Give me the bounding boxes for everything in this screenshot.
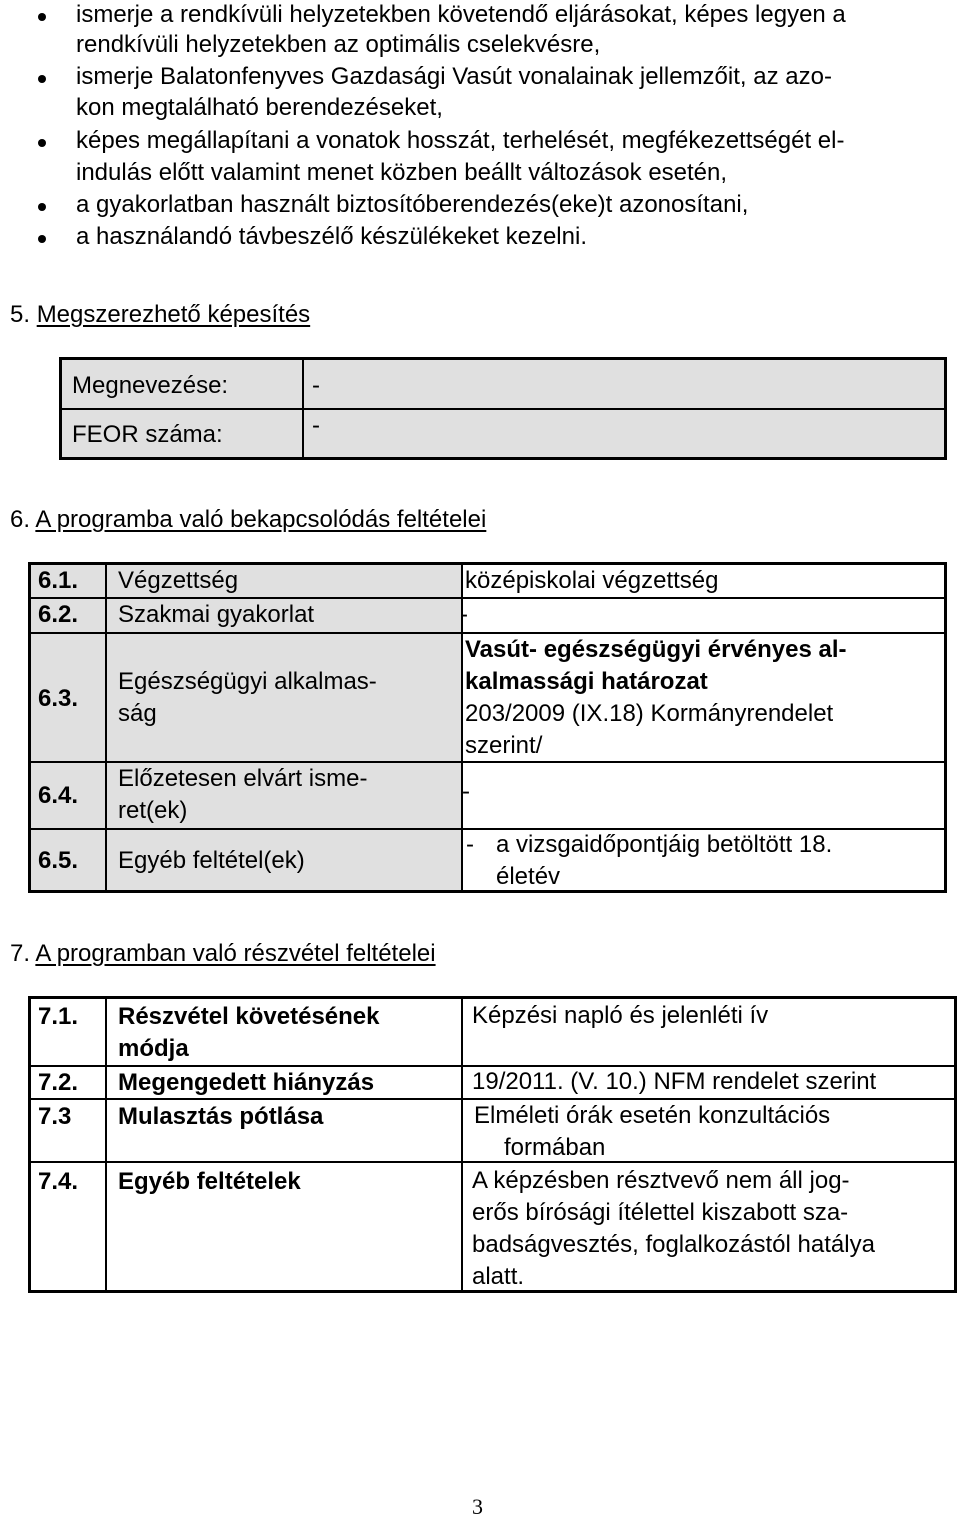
column-divider xyxy=(105,565,107,890)
row-value: A képzésben résztvevő nem áll jog- xyxy=(472,1167,850,1194)
row-number: 7.3 xyxy=(38,1103,72,1130)
row-label: ság xyxy=(118,700,157,727)
bullet-icon xyxy=(38,13,46,21)
row-value: badságvesztés, foglalkozástól hatálya xyxy=(472,1231,875,1258)
row-label: Végzettség xyxy=(118,567,239,594)
row-value: Vasút- egészségügyi érvényes al- xyxy=(465,636,847,663)
row-label: Mulasztás pótlása xyxy=(118,1103,324,1130)
bullet-line: a gyakorlatban használt biztosítóberendezés(eke)t azonosítani, xyxy=(76,191,749,218)
row-value: középiskolai végzettség xyxy=(465,567,719,594)
bullet-line: képes megállapítani a vonatok hosszát, terhelését, megfékezettségét el- xyxy=(76,127,845,154)
row-number: 6.4. xyxy=(38,782,79,809)
row-value: kalmassági határozat xyxy=(465,668,708,695)
row-number: 7.4. xyxy=(38,1168,79,1195)
bullet-line: indulás előtt valamint menet közben beállt változások esetén, xyxy=(76,159,728,186)
bullet-line: ismerje Balatonfenyves Gazdasági Vasút vonalainak jellemzőit, az azo- xyxy=(76,63,832,90)
row-value: - xyxy=(462,778,470,805)
row-label: módja xyxy=(118,1035,189,1062)
section-5-heading xyxy=(10,300,310,330)
bullet-line: kon megtalálható berendezéseket, xyxy=(76,94,443,121)
row-label: Részvétel követésének xyxy=(118,1003,380,1030)
row-value: - xyxy=(460,601,468,628)
column-divider xyxy=(461,999,463,1290)
bullet-line: rendkívüli helyzetekben az optimális cselekvésre, xyxy=(76,31,601,58)
row-label: Egyéb feltételek xyxy=(118,1168,301,1195)
section-number: 7. xyxy=(10,940,31,967)
feor-number-label: FEOR száma: xyxy=(72,421,223,448)
bullet-icon xyxy=(38,75,46,83)
row-value-dash: - xyxy=(466,831,474,858)
row-label: Előzetesen elvárt isme- xyxy=(118,765,368,792)
row-label: Egészségügyi alkalmas- xyxy=(118,668,377,695)
row-value: alatt. xyxy=(472,1263,525,1290)
row-value: a vizsgaidőpontjáig betöltött 18. xyxy=(496,831,833,858)
bullet-icon xyxy=(38,235,46,243)
row-number: 6.3. xyxy=(38,685,79,712)
row-value: 19/2011. (V. 10.) NFM rendelet szerint xyxy=(472,1068,877,1095)
section-title: Megszerezhető képesítés xyxy=(36,301,311,328)
bullet-line: ismerje a rendkívüli helyzetekben követendő eljárásokat, képes legyen a xyxy=(76,1,846,28)
section-7-heading xyxy=(10,939,436,969)
section-title: A programban való részvétel feltételei xyxy=(35,940,436,967)
qualification-name-value: - xyxy=(312,372,320,399)
row-number: 6.1. xyxy=(38,567,79,594)
feor-number-value: - xyxy=(312,412,320,439)
section-title: A programba való bekapcsolódás feltételei xyxy=(35,506,487,533)
row-label: ret(ek) xyxy=(118,797,188,824)
section-number: 6. xyxy=(10,506,31,533)
section-number: 5. xyxy=(10,301,31,328)
row-label: Megengedett hiányzás xyxy=(118,1069,375,1096)
column-divider xyxy=(105,999,107,1290)
row-label: Szakmai gyakorlat xyxy=(118,601,315,628)
section-6-heading xyxy=(10,505,486,535)
row-label: Egyéb feltétel(ek) xyxy=(118,847,305,874)
bullet-icon xyxy=(38,203,46,211)
bullet-icon xyxy=(38,139,46,147)
row-divider xyxy=(62,408,944,410)
row-value: Képzési napló és jelenléti ív xyxy=(472,1002,769,1029)
row-value: formában xyxy=(504,1134,606,1161)
row-number: 7.2. xyxy=(38,1069,79,1096)
row-number: 6.5. xyxy=(38,847,79,874)
row-number: 6.2. xyxy=(38,601,79,628)
page-number: 3 xyxy=(472,1494,483,1519)
row-value: Elméleti órák esetén konzultációs xyxy=(474,1102,831,1129)
row-value: 203/2009 (IX.18) Kormányrendelet xyxy=(465,700,834,727)
qualification-name-label: Megnevezése: xyxy=(72,372,229,399)
row-divider xyxy=(31,1161,954,1163)
row-number: 7.1. xyxy=(38,1003,79,1030)
row-value: erős bírósági ítélettel kiszabott sza- xyxy=(472,1199,849,1226)
bullet-line: a használandó távbeszélő készülékeket kezelni. xyxy=(76,223,587,250)
row-value: szerint/ xyxy=(465,732,543,759)
row-value: életév xyxy=(496,863,561,890)
